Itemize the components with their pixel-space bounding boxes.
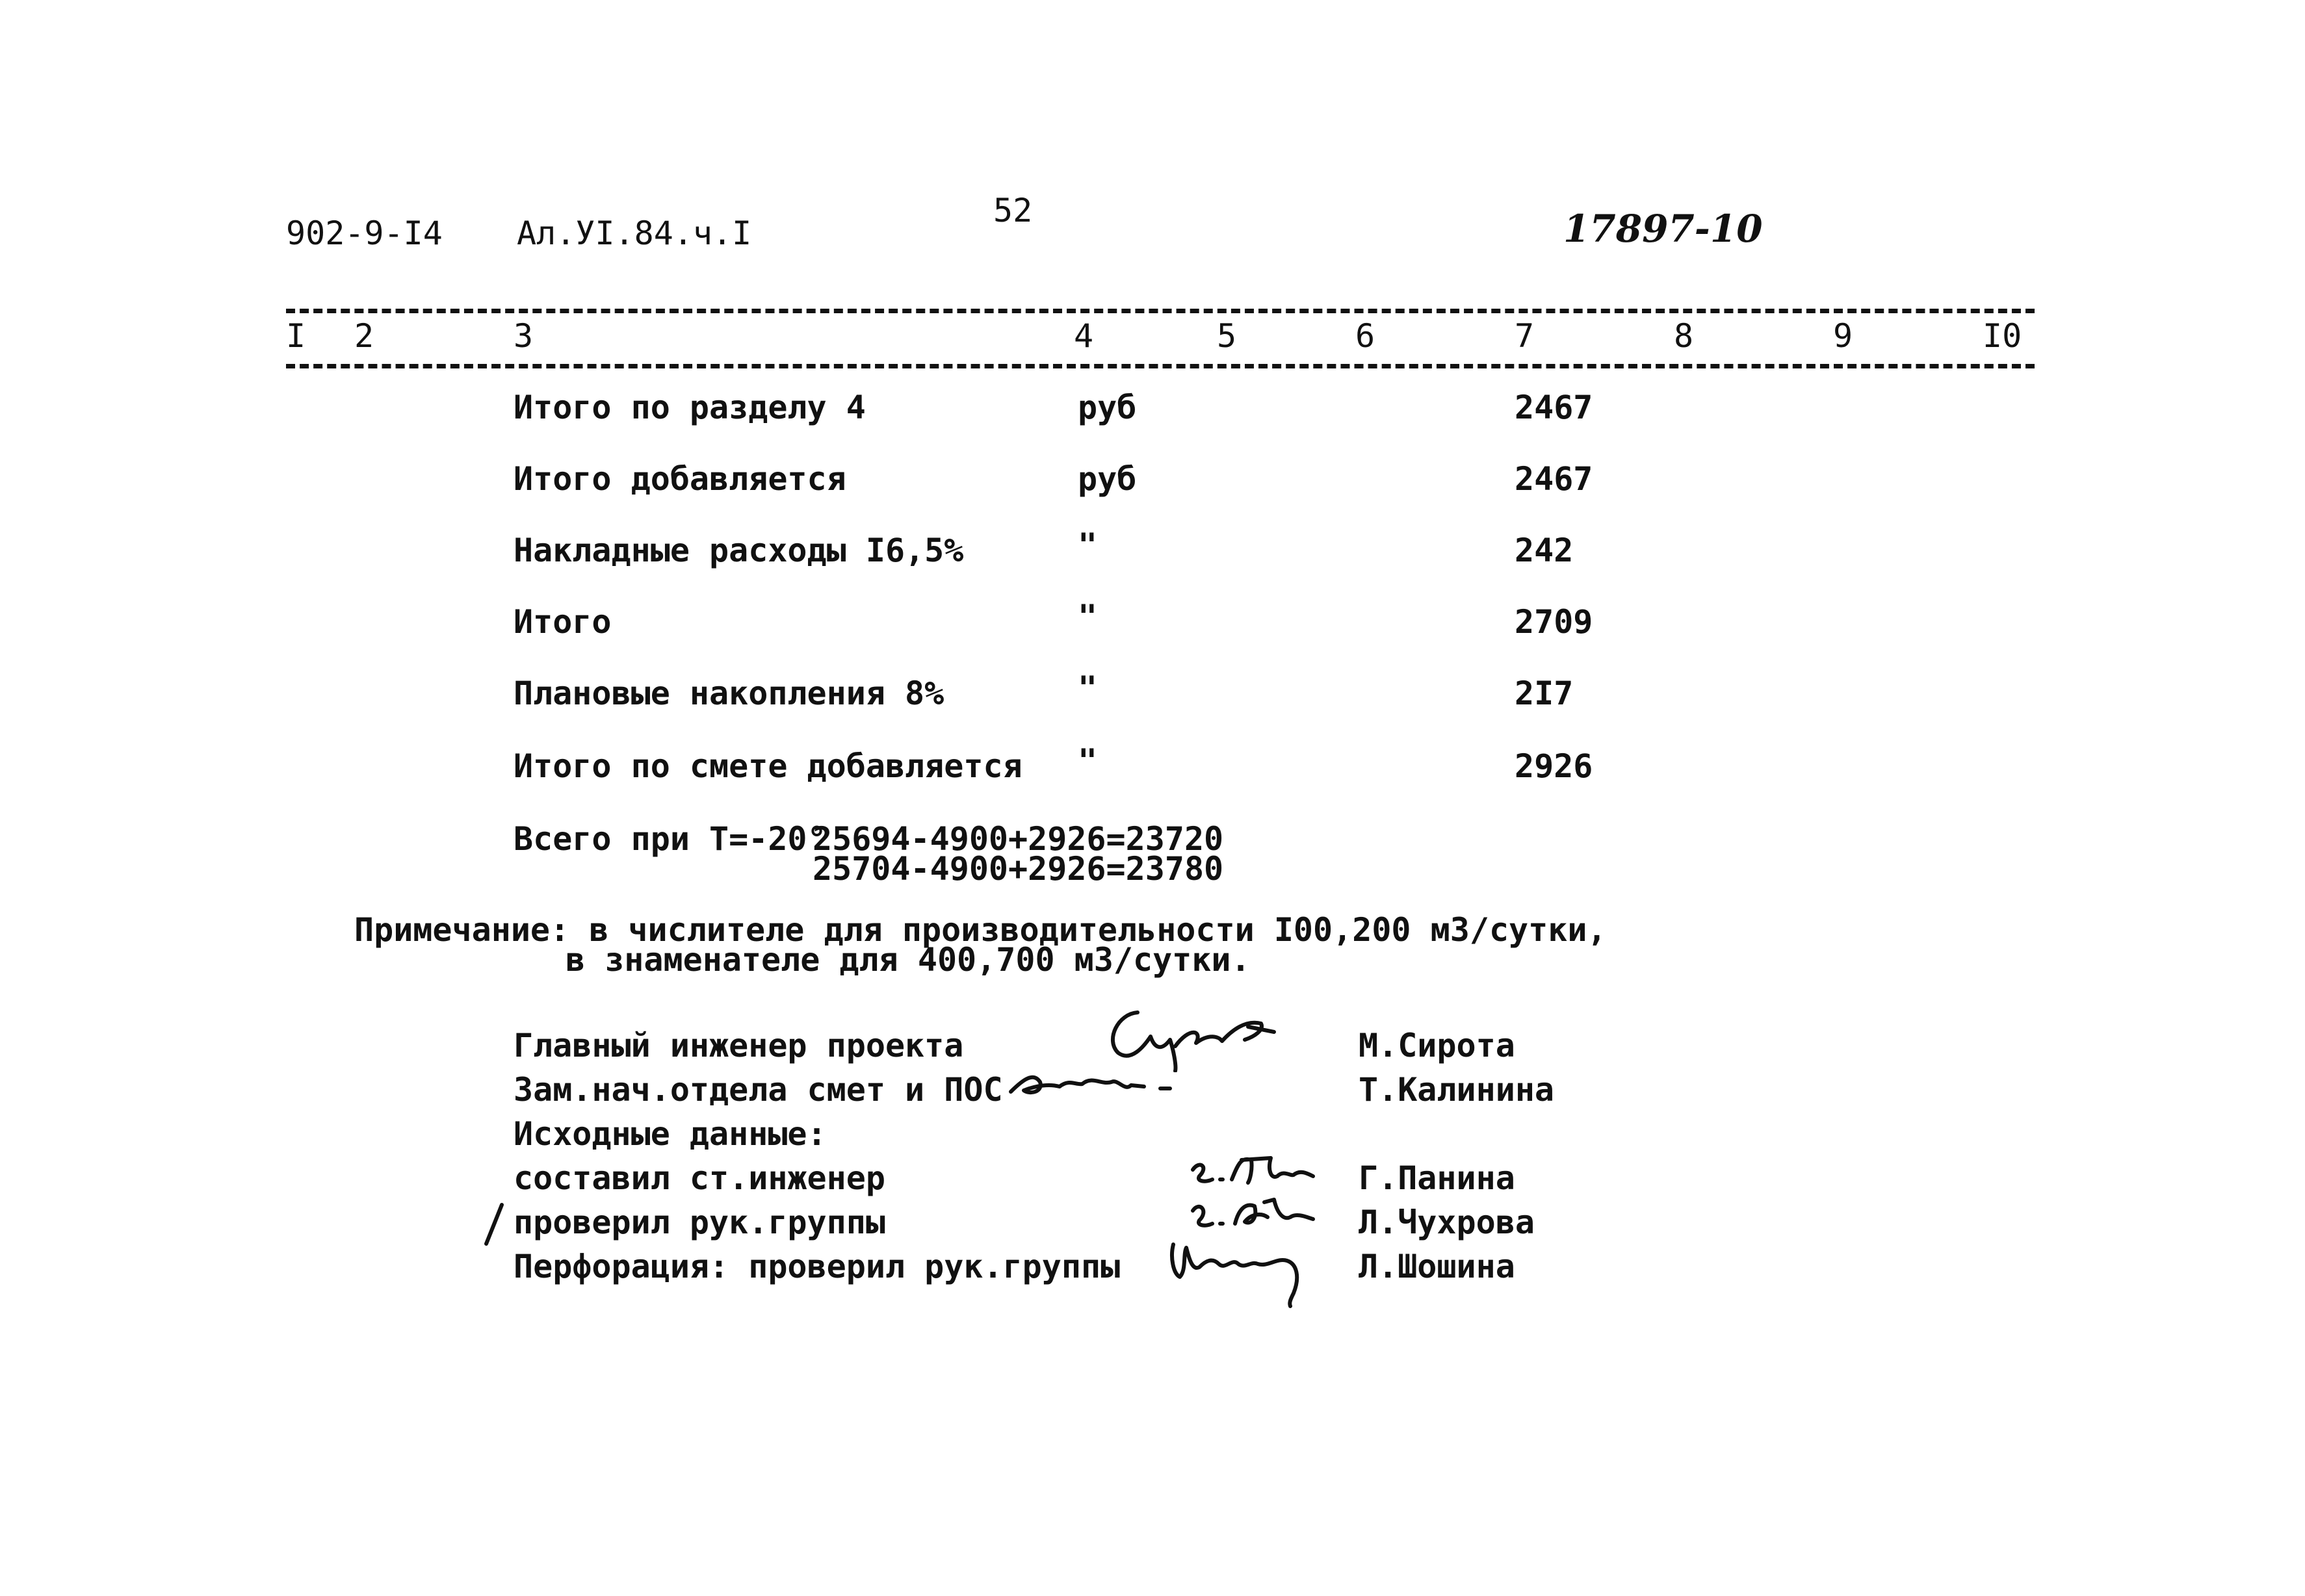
- column-header: 7: [1515, 317, 1535, 355]
- column-header: 5: [1217, 317, 1237, 355]
- row-label: Итого по разделу 4: [514, 389, 866, 426]
- signature-name: Л.Чухрова: [1359, 1203, 1535, 1241]
- row-value: 242: [1515, 532, 1574, 569]
- total-formula-numerator: 25694-4900+2926=23720: [813, 820, 1224, 858]
- handwritten-signature: [1099, 1001, 1294, 1072]
- row-label: Итого: [514, 603, 612, 641]
- page-number: 52: [993, 192, 1033, 229]
- row-unit: ": [1078, 669, 1098, 707]
- row-value: 2709: [1515, 603, 1593, 641]
- column-header: 2: [354, 317, 374, 355]
- note-line: Примечание: в числителе для производительности I00,200 м3/сутки,: [354, 911, 1607, 949]
- note-line: в знаменателе для 400,700 м3/сутки.: [566, 941, 1251, 979]
- signature-role: Главный инженер проекта: [514, 1027, 964, 1064]
- row-value: 2467: [1515, 389, 1593, 426]
- total-label: Всего при Т=-20°: [514, 820, 827, 858]
- column-header: I: [286, 317, 306, 355]
- column-header: 9: [1833, 317, 1853, 355]
- column-header: 6: [1355, 317, 1375, 355]
- row-unit: ": [1078, 742, 1098, 780]
- handwritten-signature: [1004, 1066, 1199, 1105]
- column-header: I0: [1983, 317, 2022, 355]
- row-label: Итого по смете добавляется: [514, 747, 1022, 785]
- header-bottom-rule: [286, 364, 2035, 368]
- row-label: Накладные расходы I6,5%: [514, 532, 964, 569]
- signature-role: Перфорация: проверил рук.группы: [514, 1248, 1121, 1285]
- signature-role: Исходные данные:: [514, 1115, 827, 1153]
- row-unit: ": [1078, 526, 1098, 564]
- row-label: Итого добавляется: [514, 460, 846, 498]
- row-unit: руб: [1078, 389, 1137, 426]
- row-value: 2467: [1515, 460, 1593, 498]
- signature-role: составил ст.инженер: [514, 1159, 885, 1197]
- handwritten-signature: [1180, 1150, 1323, 1196]
- signature-role: Зам.нач.отдела смет и ПОС: [514, 1071, 1003, 1109]
- signature-name: Г.Панина: [1359, 1159, 1515, 1197]
- column-header: 3: [514, 317, 534, 355]
- handwritten-signature: [1160, 1231, 1323, 1309]
- header-top-rule: [286, 309, 2035, 313]
- signature-role: проверил рук.группы: [514, 1203, 885, 1241]
- signature-name: Т.Калинина: [1359, 1071, 1555, 1109]
- document-code: 902-9-I4: [286, 214, 443, 252]
- column-header: 4: [1074, 317, 1094, 355]
- row-unit: руб: [1078, 460, 1137, 498]
- row-value: 2926: [1515, 747, 1593, 785]
- row-unit: ": [1078, 598, 1098, 636]
- row-label: Плановые накопления 8%: [514, 675, 944, 712]
- row-value: 2I7: [1515, 675, 1574, 712]
- signature-name: Л.Шошина: [1359, 1248, 1515, 1285]
- album-reference: Ал.УI.84.ч.I: [517, 214, 752, 252]
- column-header: 8: [1674, 317, 1694, 355]
- margin-check-mark: [481, 1202, 507, 1248]
- total-formula-denominator: 25704-4900+2926=23780: [813, 850, 1224, 888]
- signature-name: М.Сирота: [1359, 1027, 1515, 1064]
- registration-number: 17897-10: [1563, 207, 1763, 251]
